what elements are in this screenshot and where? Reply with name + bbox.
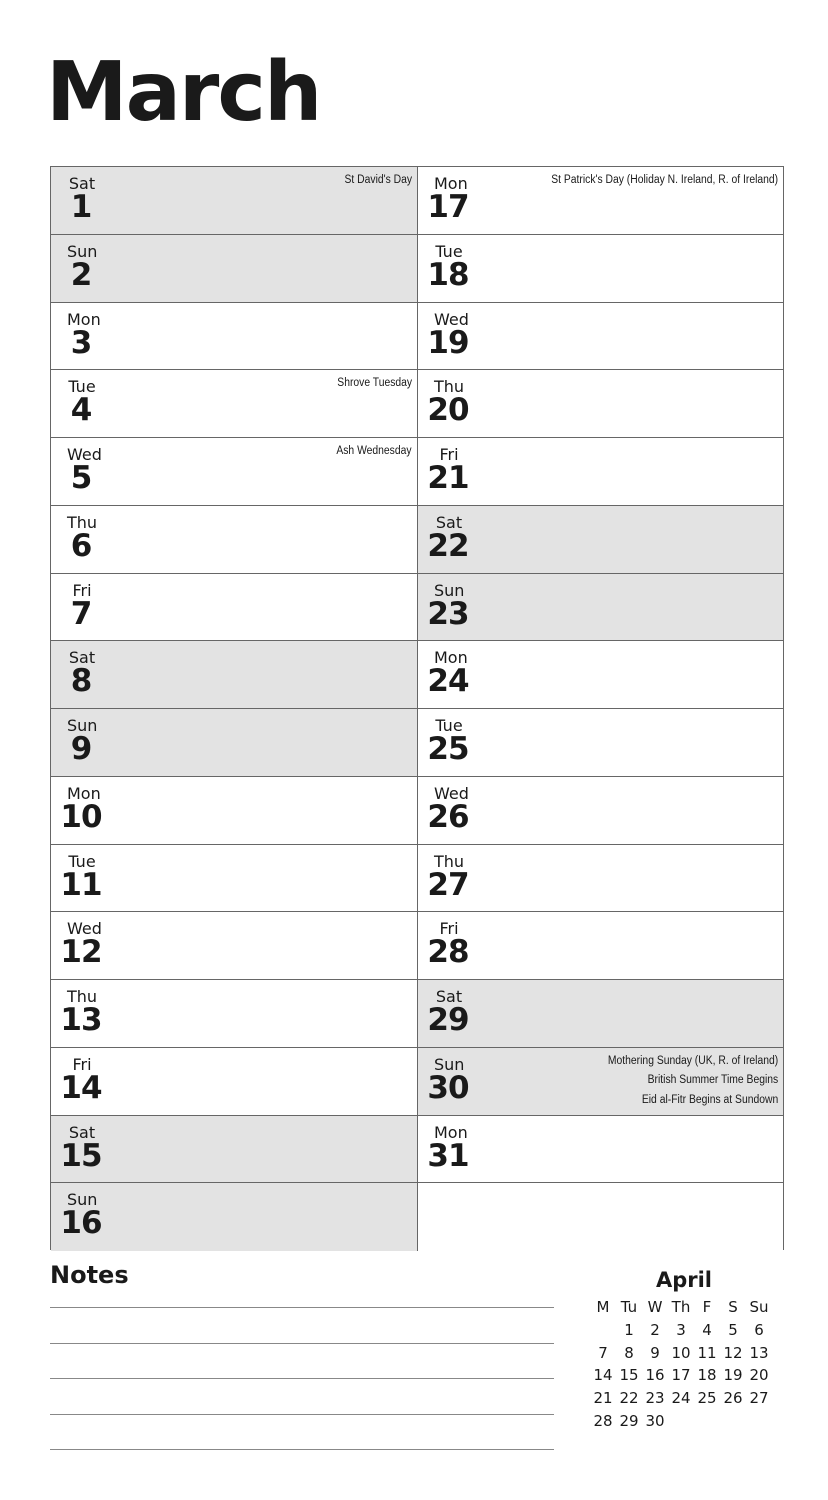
mini-calendar-title: April <box>655 1268 713 1292</box>
month-title: March <box>46 45 321 140</box>
notes-title: Notes <box>50 1261 129 1289</box>
events <box>337 442 412 462</box>
weekday-label: Tue <box>68 377 96 397</box>
day-cell-27[interactable] <box>417 845 783 913</box>
day-number: 8 <box>70 663 92 700</box>
mini-calendar-week <box>590 1389 772 1412</box>
date: 29 <box>619 1411 639 1430</box>
weekday-label: Thu <box>67 987 98 1006</box>
date: 3 <box>676 1320 686 1339</box>
day-cell-23[interactable] <box>417 574 783 642</box>
day-number: 22 <box>427 527 469 564</box>
date: 25 <box>697 1389 717 1408</box>
events <box>337 374 412 394</box>
day-number: 30 <box>427 1069 469 1106</box>
day-number: 15 <box>60 1137 102 1174</box>
weekday-header: W <box>647 1298 663 1316</box>
date: 22 <box>619 1389 639 1408</box>
weekday-label: Tue <box>435 716 463 735</box>
date: 19 <box>723 1366 743 1385</box>
date: 5 <box>728 1320 738 1339</box>
date: 15 <box>619 1366 639 1385</box>
weekday-header: Tu <box>620 1298 638 1316</box>
date: 18 <box>697 1366 717 1385</box>
weekday-label: Wed <box>434 783 469 803</box>
day-number: 14 <box>60 1069 102 1106</box>
date <box>746 1412 772 1435</box>
month-grid <box>50 166 784 1250</box>
day-cell-21[interactable] <box>417 438 783 506</box>
weekday-header: Su <box>749 1298 769 1316</box>
day-number: 31 <box>427 1137 469 1174</box>
date: 6 <box>754 1320 764 1339</box>
event-label: Shrove Tuesday <box>337 377 412 390</box>
day-cell-8[interactable] <box>51 641 417 709</box>
weekday-label: Fri <box>439 445 459 464</box>
day-cell-3[interactable] <box>51 303 417 371</box>
date: 23 <box>645 1389 665 1408</box>
event-label: Mothering Sunday (UK, R. of Ireland) <box>607 1054 778 1067</box>
day-number: 12 <box>60 934 102 971</box>
day-number: 28 <box>427 934 469 971</box>
event-label: Ash Wednesday <box>336 445 412 457</box>
day-number: 4 <box>70 392 92 429</box>
mini-calendar-week <box>590 1366 772 1389</box>
day-number: 9 <box>70 731 92 767</box>
weekday-label: Sat <box>68 174 96 193</box>
notes-line <box>50 1378 554 1379</box>
date: 16 <box>645 1366 665 1385</box>
day-cell-13[interactable] <box>51 980 417 1048</box>
weekday-label: Wed <box>67 445 102 464</box>
mini-calendar-april <box>590 1268 772 1435</box>
day-cell-26[interactable] <box>417 777 783 845</box>
mini-calendar-week <box>590 1412 772 1435</box>
day-number: 26 <box>427 798 469 835</box>
weekday-header: M <box>596 1298 610 1316</box>
weekday-label: Mon <box>434 1122 468 1142</box>
date: 13 <box>749 1343 769 1362</box>
weekday-label: Sun <box>434 1054 465 1074</box>
date <box>668 1412 694 1435</box>
date: 9 <box>650 1343 660 1362</box>
day-cell-6[interactable] <box>51 506 417 574</box>
day-number: 24 <box>427 663 469 700</box>
weekday-header: F <box>702 1298 712 1316</box>
weekday-label: Thu <box>434 851 465 871</box>
event-label: St David's Day <box>344 174 412 186</box>
date: 26 <box>723 1389 743 1408</box>
day-cell-1[interactable] <box>51 167 417 235</box>
day-number: 18 <box>427 256 469 293</box>
weekday-label: Sun <box>67 241 98 261</box>
mini-calendar-week <box>590 1321 772 1344</box>
weekday-label: Sun <box>434 580 465 600</box>
weekday-label: Tue <box>68 851 96 871</box>
day-number: 5 <box>70 460 92 496</box>
day-number: 10 <box>60 798 102 835</box>
weekday-label: Fri <box>72 1054 92 1074</box>
date: 20 <box>749 1366 769 1385</box>
weekday-header: Th <box>671 1298 691 1316</box>
weekday-label: Mon <box>67 783 101 803</box>
event-label: St Patrick's Day (Holiday N. Ireland, R. of Ireland) <box>551 174 778 186</box>
weekday-label: Mon <box>434 648 468 668</box>
weekday-label: Sun <box>67 1190 98 1210</box>
weekday-label: Mon <box>67 309 101 329</box>
weekday-label: Sat <box>435 987 463 1006</box>
day-cell-2[interactable] <box>51 235 417 303</box>
day-cell-24[interactable] <box>417 641 783 709</box>
weekday-label: Sat <box>435 512 463 532</box>
date: 10 <box>671 1343 691 1362</box>
day-cell-17[interactable] <box>417 167 783 235</box>
date: 17 <box>671 1366 691 1385</box>
day-cell-29[interactable] <box>417 980 783 1048</box>
date: 14 <box>593 1366 613 1385</box>
mini-calendar-week <box>590 1344 772 1367</box>
date: 12 <box>723 1343 743 1362</box>
weekday-label: Wed <box>67 919 102 939</box>
day-cell-16[interactable] <box>51 1183 417 1251</box>
weekday-label: Thu <box>434 377 465 397</box>
weekday-label: Wed <box>434 309 469 329</box>
date <box>694 1412 720 1435</box>
date: 7 <box>598 1343 608 1362</box>
date: 1 <box>624 1320 634 1339</box>
day-cell-11[interactable] <box>51 845 417 913</box>
day-number: 21 <box>427 460 469 496</box>
notes-line <box>50 1307 554 1308</box>
events <box>608 1052 778 1111</box>
day-number: 23 <box>427 595 469 632</box>
day-cell-18[interactable] <box>417 235 783 303</box>
weekday-label: Mon <box>434 174 468 193</box>
day-cell-12[interactable] <box>51 912 417 980</box>
day-cell-28[interactable] <box>417 912 783 980</box>
notes-line <box>50 1449 554 1450</box>
day-cell-20[interactable] <box>417 370 783 438</box>
weekday-label: Fri <box>439 919 459 939</box>
day-number: 17 <box>427 189 469 225</box>
mini-calendar-header <box>590 1298 772 1321</box>
date: 21 <box>593 1389 613 1408</box>
day-number: 16 <box>60 1205 102 1242</box>
events <box>551 171 778 191</box>
day-number: 11 <box>60 866 102 903</box>
date: 4 <box>702 1320 712 1339</box>
event-label: Eid al-Fitr Begins at Sundown <box>641 1093 778 1106</box>
day-number: 29 <box>427 1002 469 1038</box>
notes-line <box>50 1343 554 1344</box>
day-cell-25[interactable] <box>417 709 783 777</box>
date <box>590 1321 616 1344</box>
day-number: 7 <box>70 595 92 632</box>
day-number: 13 <box>60 1002 102 1038</box>
day-cell-5[interactable] <box>51 438 417 506</box>
day-number: 3 <box>70 324 92 361</box>
date: 8 <box>624 1343 634 1362</box>
day-cell-4[interactable] <box>51 370 417 438</box>
date: 24 <box>671 1389 691 1408</box>
day-number: 6 <box>70 527 92 564</box>
day-number: 25 <box>427 731 469 767</box>
day-number: 19 <box>427 324 469 361</box>
date: 28 <box>593 1411 613 1430</box>
notes-line <box>50 1414 554 1415</box>
day-cell-7[interactable] <box>51 574 417 642</box>
events <box>344 171 412 191</box>
event-label: British Summer Time Begins <box>647 1074 778 1087</box>
date: 2 <box>650 1320 660 1339</box>
weekday-label: Sat <box>68 648 96 668</box>
day-number: 20 <box>427 392 469 429</box>
day-cell-22[interactable] <box>417 506 783 574</box>
date: 11 <box>697 1343 717 1362</box>
weekday-label: Sat <box>68 1122 96 1142</box>
day-cell-9[interactable] <box>51 709 417 777</box>
date: 27 <box>749 1389 769 1408</box>
weekday-label: Sun <box>67 716 98 735</box>
day-cell-30[interactable] <box>417 1048 783 1116</box>
day-cell-14[interactable] <box>51 1048 417 1116</box>
day-cell-31[interactable] <box>417 1116 783 1184</box>
date <box>720 1412 746 1435</box>
weekday-label: Tue <box>435 241 463 261</box>
date: 30 <box>645 1411 665 1430</box>
weekday-label: Fri <box>72 580 92 600</box>
day-cell-10[interactable] <box>51 777 417 845</box>
day-cell-19[interactable] <box>417 303 783 371</box>
day-cell-15[interactable] <box>51 1116 417 1184</box>
day-number: 27 <box>427 866 469 903</box>
day-number: 2 <box>70 256 92 293</box>
weekday-label: Thu <box>67 512 98 532</box>
empty-cell[interactable] <box>417 1183 783 1251</box>
weekday-header: S <box>728 1298 738 1316</box>
day-number: 1 <box>70 189 92 225</box>
